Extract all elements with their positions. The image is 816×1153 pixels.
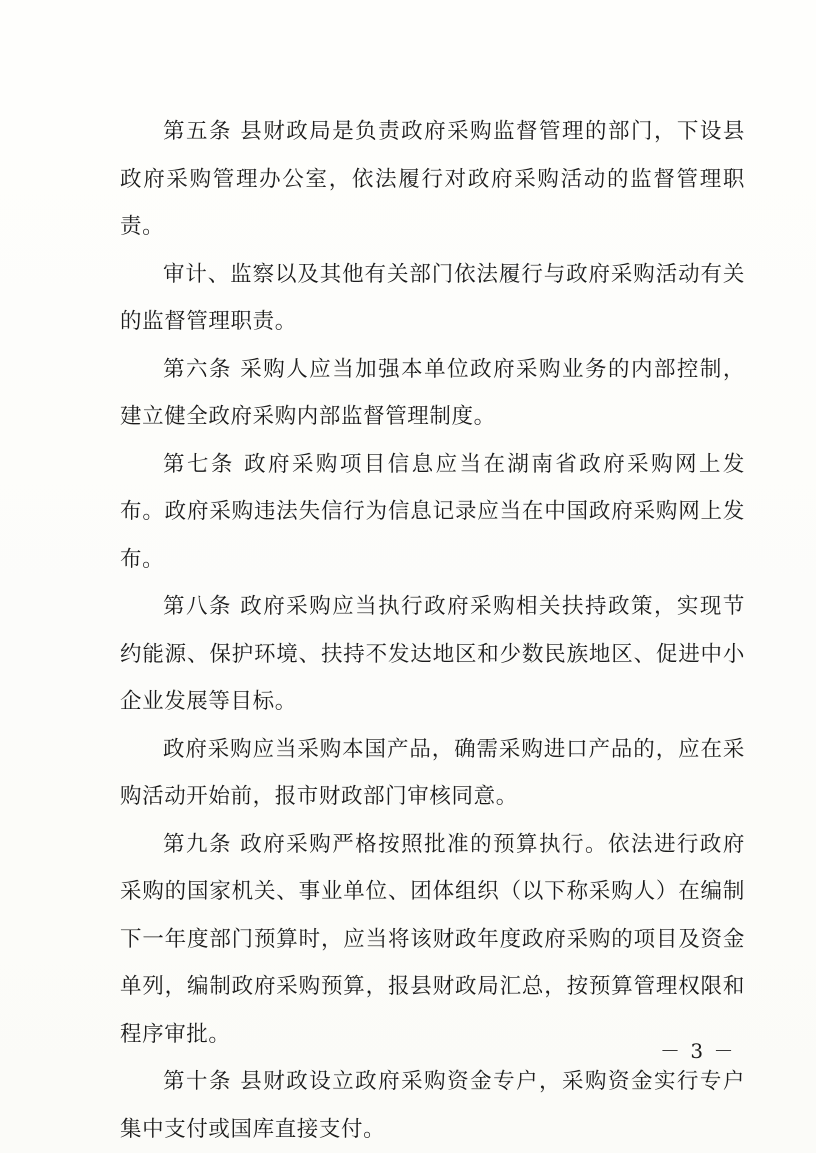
paragraph-domestic-products: 政府采购应当采购本国产品，确需采购进口产品的，应在采购活动开始前，报市财政部门审核同意。: [120, 736, 745, 809]
document-body: [120, 108, 745, 1153]
page-number: － 3 －: [660, 1039, 736, 1063]
paragraph-article-9: 第九条 政府采购严格按照批准的预算执行。依法进行政府采购的国家机关、事业单位、团体组织（以下称采购人）在编制下一年度部门预算时，应当将该财政年度政府采购的项目及资金单列，编制政府采购预算，报县财政局汇总，按预算管理权限和程序审批。: [120, 831, 745, 1047]
paragraph-article-10: 第十条 县财政设立政府采购资金专户，采购资金实行专户集中支付或国库直接支付。: [120, 1069, 745, 1142]
paragraph-audit-supervision: 审计、监察以及其他有关部门依法履行与政府采购活动有关的监督管理职责。: [120, 261, 745, 334]
paragraph-article-6: 第六条 采购人应当加强本单位政府采购业务的内部控制，建立健全政府采购内部监督管理制度。: [120, 356, 745, 429]
paragraph-article-8: 第八条 政府采购应当执行政府采购相关扶持政策，实现节约能源、保护环境、扶持不发达地区和少数民族地区、促进中小企业发展等目标。: [120, 594, 745, 714]
paragraph-article-5: 第五条 县财政局是负责政府采购监督管理的部门，下设县政府采购管理办公室，依法履行对政府采购活动的监督管理职责。: [120, 119, 745, 239]
paragraph-article-7: 第七条 政府采购项目信息应当在湖南省政府采购网上发布。政府采购违法失信行为信息记录应当在中国政府采购网上发布。: [120, 451, 745, 572]
